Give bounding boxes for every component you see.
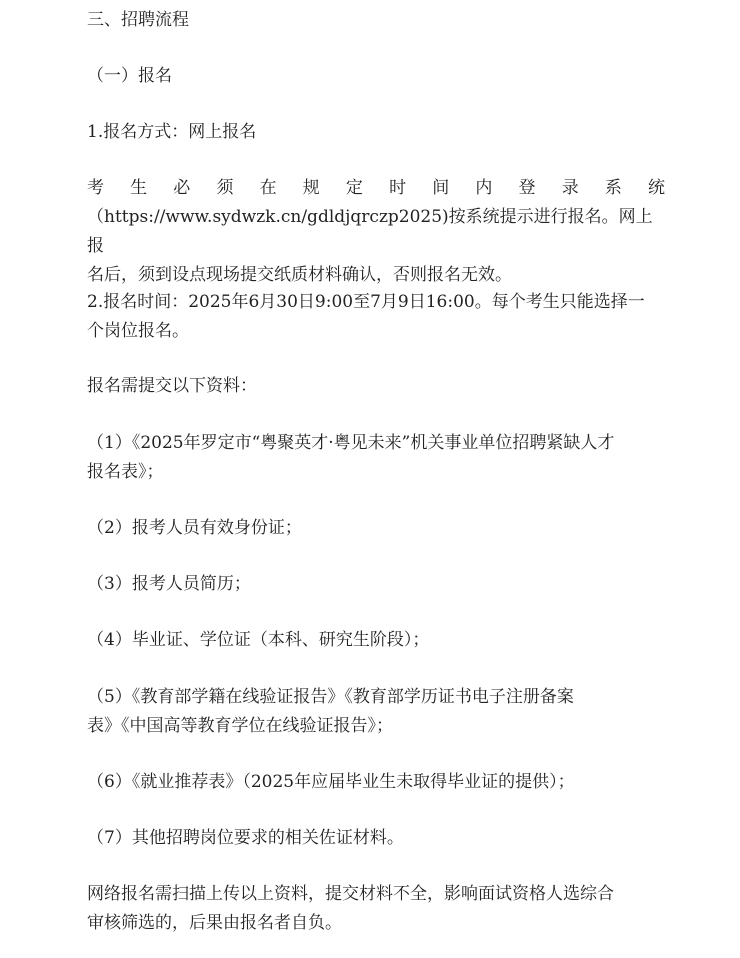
registration-time xyxy=(87,288,665,346)
registration-method: 1.报名方式：网上报名 xyxy=(87,122,257,142)
registration-instructions xyxy=(87,174,665,290)
note-line-1: 网络报名需扫描上传以上资料，提交材料不全，影响面试资格人选综合 xyxy=(87,884,614,904)
material-item-4: （4）毕业证、学位证（本科、研究生阶段）； xyxy=(87,630,430,650)
submission-note xyxy=(87,880,665,938)
time-line-2: 个岗位报名。 xyxy=(87,321,189,341)
material-item-5 xyxy=(87,683,665,741)
material-item-6: （6）《就业推荐表》（2025年应届毕业生未取得毕业证的提供）； xyxy=(87,772,575,792)
material-item-3: （3）报考人员简历； xyxy=(87,574,251,594)
material-item-5-line-1: （5）《教育部学籍在线验证报告》《教育部学历证书电子注册备案 xyxy=(87,687,574,707)
section-title: 三、招聘流程 xyxy=(87,10,189,30)
materials-intro: 报名需提交以下资料： xyxy=(87,376,257,396)
material-item-5-line-2: 表》《中国高等教育学位在线验证报告》； xyxy=(87,716,393,736)
material-item-1-line-2: 报名表》； xyxy=(87,462,164,482)
instructions-line-3: 名后，须到设点现场提交纸质材料确认，否则报名无效。 xyxy=(87,265,512,285)
material-item-1 xyxy=(87,429,665,487)
note-line-2: 审核筛选的，后果由报名者自负。 xyxy=(87,913,342,933)
instructions-line-2: （https://www.sydwzk.cn/gdldjqrczp2025)按系统提示进行报名。网上报 xyxy=(87,207,653,256)
instructions-line-1: 考生必须在规定时间内登录系统 xyxy=(87,178,665,198)
material-item-7: （7）其他招聘岗位要求的相关佐证材料。 xyxy=(87,828,404,848)
subsection-title: （一）报名 xyxy=(87,66,172,86)
material-item-1-line-1: （1）《2025年罗定市“粤聚英才·粤见未来”机关事业单位招聘紧缺人才 xyxy=(87,433,615,453)
material-item-2: （2）报考人员有效身份证； xyxy=(87,518,302,538)
time-line-1: 2.报名时间：2025年6月30日9:00至7月9日16:00。每个考生只能选择一 xyxy=(87,292,645,312)
